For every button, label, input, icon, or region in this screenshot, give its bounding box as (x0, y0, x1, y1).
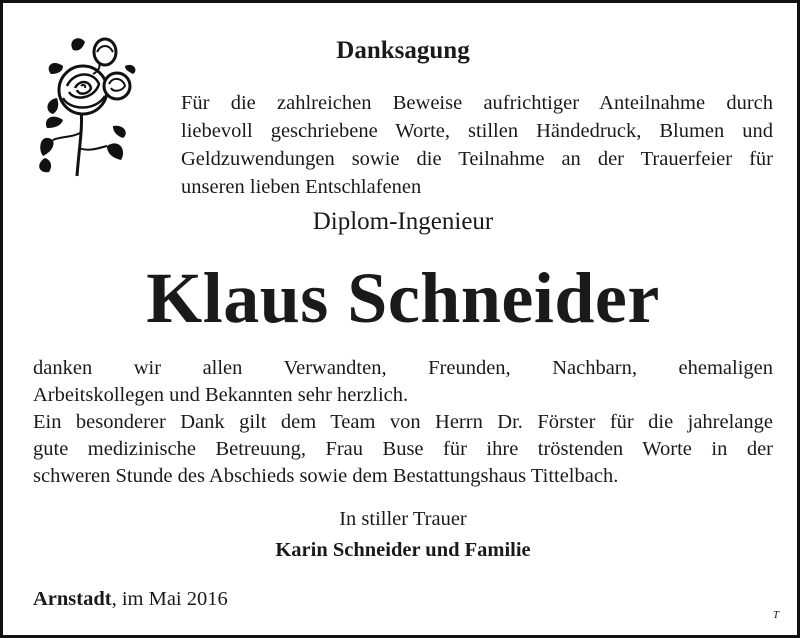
body-line: Ein besonderer Dank gilt dem Team von Herrn Dr. Förster für die jahrelange (33, 411, 773, 433)
corner-mark: T (772, 609, 779, 621)
intro-paragraph (181, 89, 773, 201)
thanks-paragraph (33, 355, 773, 490)
body-line: schweren Stunde des Abschieds sowie dem Bestattungshaus Tittelbach. (33, 465, 619, 487)
mourning-line: In stiller Trauer (339, 508, 467, 530)
intro-line: Für die zahlreichen Beweise aufrichtiger Anteilnahme durch (181, 92, 773, 114)
intro-line: Geldzuwendungen sowie die Teilnahme an der Trauerfeier für (181, 148, 773, 170)
family-signature: Karin Schneider und Familie (275, 539, 531, 561)
date-text: , im Mai 2016 (111, 588, 228, 610)
deceased-name: Klaus Schneider (146, 258, 660, 338)
body-line: Arbeitskollegen und Bekannten sehr herzlich. (33, 384, 409, 406)
rose-icon (33, 28, 143, 178)
place-date (33, 588, 228, 611)
intro-line: unseren lieben Entschlafenen (181, 176, 422, 198)
heading: Danksagung (336, 37, 470, 64)
place-name: Arnstadt (33, 588, 112, 610)
academic-degree: Diplom-Ingenieur (312, 208, 494, 235)
intro-line: liebevoll geschriebene Worte, stillen Händedruck, Blumen und (181, 120, 773, 142)
body-line: gute medizinische Betreuung, Frau Buse für ihre tröstenden Worte in der (33, 438, 773, 460)
body-line: danken wir allen Verwandten, Freunden, Nachbarn, ehemaligen (33, 357, 773, 379)
